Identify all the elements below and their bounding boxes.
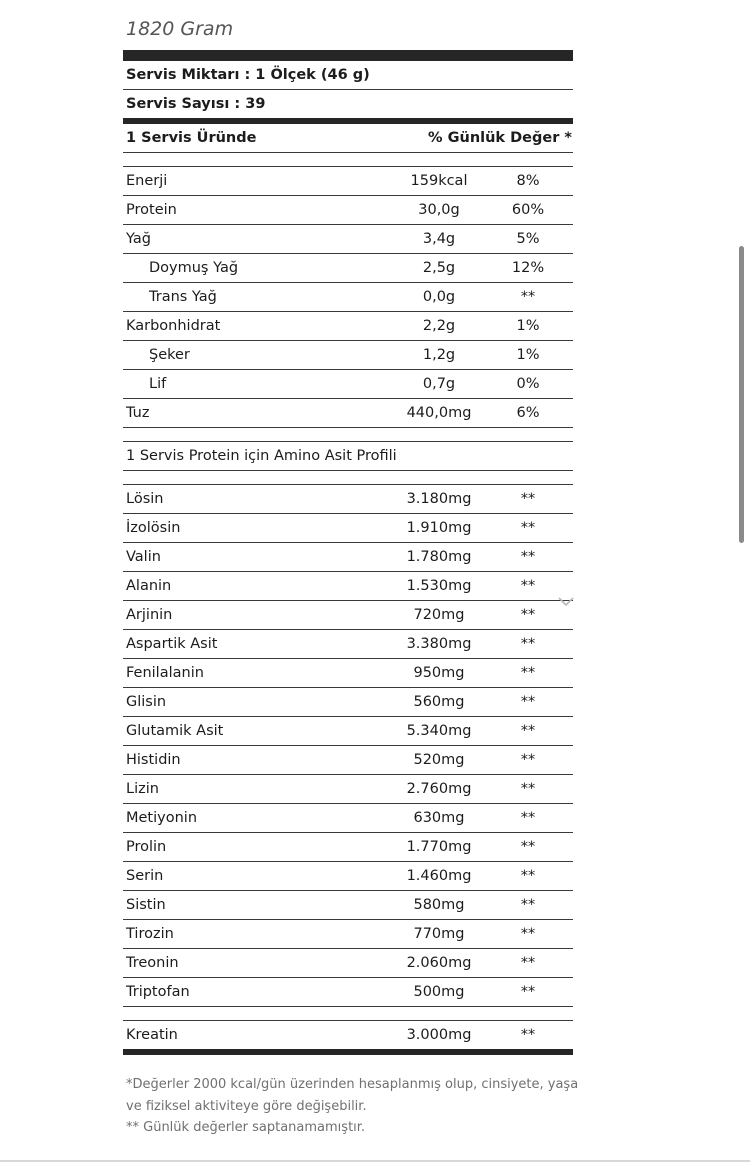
row-daily-value: ** [520, 897, 536, 913]
table-row [123, 688, 573, 717]
row-amount: 1,2g [422, 347, 456, 363]
row-amount: 1.780mg [406, 549, 472, 565]
row-daily-value: 1% [516, 318, 540, 334]
row-name: Tirozin [126, 926, 174, 942]
bottom-divider [123, 1049, 573, 1055]
row-daily-value: 6% [516, 405, 540, 421]
section-gap [123, 1007, 573, 1021]
row-amount: 1.460mg [406, 868, 472, 884]
row-daily-value: ** [520, 578, 536, 594]
row-amount: 2.060mg [406, 955, 472, 971]
row-amount: 580mg [413, 897, 465, 913]
row-amount: 560mg [413, 694, 465, 710]
row-amount: 1.910mg [406, 520, 472, 536]
row-daily-value: 0% [516, 376, 540, 392]
row-name: Aspartik Asit [126, 636, 218, 652]
row-name: Triptofan [126, 984, 190, 1000]
servings-count-row [123, 90, 573, 118]
row-name: Glisin [126, 694, 167, 710]
row-daily-value: ** [520, 1027, 536, 1043]
row-name: Enerji [126, 173, 168, 189]
table-row [123, 978, 573, 1007]
row-amount: 2,5g [422, 260, 456, 276]
row-amount: 720mg [413, 607, 465, 623]
row-amount: 1.530mg [406, 578, 472, 594]
row-daily-value: ** [520, 752, 536, 768]
per-serving-heading: 1 Servis Üründe [126, 130, 257, 146]
row-name: Tuz [126, 405, 150, 421]
row-amount: 3.380mg [406, 636, 472, 652]
row-name: Metiyonin [126, 810, 198, 826]
top-divider [123, 50, 573, 61]
footnote-daily-values: *Değerler 2000 kcal/gün üzerinden hesaplanmış olup, cinsiyete, yaşa ve fiziksel aktiviteye göre değişebilir. [126, 1077, 579, 1114]
row-amount: 159kcal [410, 173, 468, 189]
table-row [123, 717, 573, 746]
row-name: Lizin [126, 781, 159, 797]
row-amount: 630mg [413, 810, 465, 826]
row-name: Valin [126, 549, 161, 565]
table-row [123, 341, 573, 370]
row-daily-value: 8% [516, 173, 540, 189]
row-daily-value: ** [520, 723, 536, 739]
row-amount: 0,0g [422, 289, 456, 305]
row-name: Serin [126, 868, 164, 884]
row-amount: 500mg [413, 984, 465, 1000]
row-name: Treonin [126, 955, 179, 971]
row-name: Arjinin [126, 607, 173, 623]
serving-size-row [123, 61, 573, 90]
table-row [123, 254, 573, 283]
row-name: Lösin [126, 491, 164, 507]
table-row [123, 630, 573, 659]
row-daily-value: ** [520, 694, 536, 710]
table-row [123, 746, 573, 775]
row-amount: 30,0g [418, 202, 460, 218]
chevron-down-icon[interactable] [558, 596, 574, 608]
table-row [123, 833, 573, 862]
row-amount: 0,7g [422, 376, 456, 392]
table-row [123, 225, 573, 254]
row-amount: 1.770mg [406, 839, 472, 855]
table-row [123, 920, 573, 949]
table-header-row [123, 124, 573, 153]
row-daily-value: ** [520, 810, 536, 826]
row-daily-value: ** [520, 607, 536, 623]
table-row [123, 804, 573, 833]
row-daily-value: 1% [516, 347, 540, 363]
table-row [123, 196, 573, 225]
row-daily-value: ** [520, 665, 536, 681]
product-weight-title: 1820 Gram [126, 18, 234, 40]
table-row [123, 370, 573, 399]
row-amount: 520mg [413, 752, 465, 768]
row-name: Kreatin [126, 1027, 178, 1043]
section-gap [123, 428, 573, 442]
row-name: Karbonhidrat [126, 318, 221, 334]
amino-profile-title: 1 Servis Protein için Amino Asit Profili [126, 448, 397, 464]
section-gap [123, 471, 573, 485]
amino-profile-title-row [123, 442, 573, 471]
row-amount: 3.180mg [406, 491, 472, 507]
table-row [123, 514, 573, 543]
section-gap [123, 153, 573, 167]
row-amount: 2.760mg [406, 781, 472, 797]
table-row [123, 775, 573, 804]
row-name: Histidin [126, 752, 181, 768]
nutrition-facts-panel [123, 50, 573, 1055]
bottom-border [0, 1160, 750, 1162]
row-amount: 3.000mg [406, 1027, 472, 1043]
row-amount: 440,0mg [406, 405, 472, 421]
row-daily-value: ** [520, 636, 536, 652]
row-daily-value: 60% [511, 202, 545, 218]
table-row [123, 891, 573, 920]
row-daily-value: ** [520, 955, 536, 971]
table-row [123, 601, 573, 630]
table-row [123, 167, 573, 196]
table-row [123, 485, 573, 514]
serving-size-text: Servis Miktarı : 1 Ölçek (46 g) [126, 67, 370, 83]
row-name: Glutamik Asit [126, 723, 224, 739]
row-daily-value: ** [520, 289, 536, 305]
servings-count-text: Servis Sayısı : 39 [126, 96, 266, 112]
row-daily-value: ** [520, 926, 536, 942]
table-row [123, 659, 573, 688]
row-name: Şeker [149, 347, 190, 363]
row-name: Trans Yağ [149, 289, 217, 305]
row-amount: 5.340mg [406, 723, 472, 739]
row-daily-value: 12% [511, 260, 545, 276]
row-daily-value: 5% [516, 231, 540, 247]
row-name: İzolösin [126, 520, 181, 536]
row-daily-value: ** [520, 839, 536, 855]
row-daily-value: ** [520, 520, 536, 536]
scrollbar-thumb[interactable] [739, 246, 744, 543]
row-name: Yağ [126, 231, 151, 247]
row-amount: 3,4g [422, 231, 456, 247]
row-amount: 950mg [413, 665, 465, 681]
footnotes [126, 1074, 586, 1139]
daily-value-heading: % Günlük Değer * [428, 130, 572, 146]
row-daily-value: ** [520, 491, 536, 507]
table-row [123, 862, 573, 891]
nutrients-table [123, 167, 573, 428]
row-name: Lif [149, 376, 167, 392]
table-row [123, 399, 573, 428]
row-name: Doymuş Yağ [149, 260, 239, 276]
footnote-undetermined: ** Günlük değerler saptanamamıştır. [126, 1120, 366, 1135]
row-name: Fenilalanin [126, 665, 204, 681]
amino-acids-table [123, 485, 573, 1007]
row-daily-value: ** [520, 549, 536, 565]
row-amount: 770mg [413, 926, 465, 942]
table-row [123, 543, 573, 572]
row-daily-value: ** [520, 868, 536, 884]
table-row [123, 949, 573, 978]
row-name: Prolin [126, 839, 167, 855]
row-name: Sistin [126, 897, 166, 913]
creatine-row [123, 1021, 573, 1049]
row-name: Protein [126, 202, 177, 218]
table-row [123, 283, 573, 312]
row-name: Alanin [126, 578, 172, 594]
row-daily-value: ** [520, 984, 536, 1000]
table-row [123, 572, 573, 601]
table-row [123, 312, 573, 341]
row-amount: 2,2g [422, 318, 456, 334]
row-daily-value: ** [520, 781, 536, 797]
